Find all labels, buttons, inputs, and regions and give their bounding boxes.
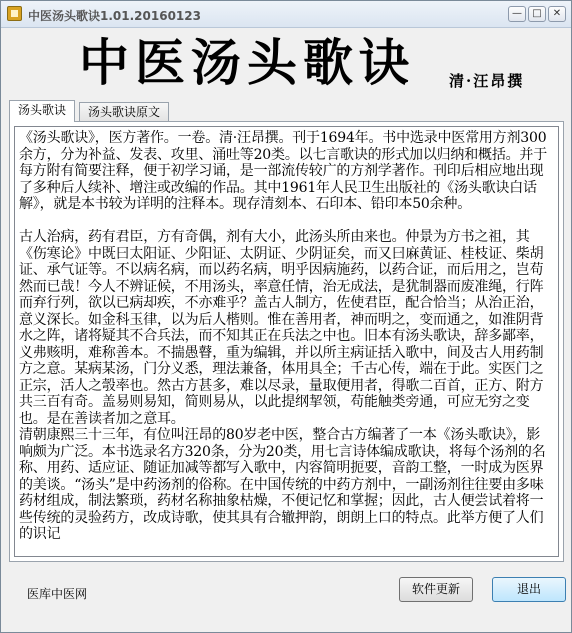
close-icon: ✕ <box>552 8 562 19</box>
content-text: 《汤头歌诀》，医方著作。一卷。清·汪昂撰。刊于1694年。书中选录中医常用方剂300余方，分为补益、发表、攻里、涌吐等20类。以七言歌诀的形式加以归纳和概括。并于每方附有简要注释，便于初学习诵，是一部流传较广的方剂学著作。刊印后相应地出现了多种后人续补、增注或改编的作品。其中1961年人民卫生出版社的《汤头歌诀白话解》，就是本书较为详明的注释本。现存清刻本、石印本、铅印本50余种。 古人治病，药有君臣，方有奇偶，剂有大小，此汤头所由来也。仲景为方书之祖，其《伤寒论》中既曰太阳证、少阳证、太阴证、少阴证矣，而又曰麻黄证、桂枝证、柴胡证、承气证等。不以病名病，而以药名病，明乎因病施药，以药合证，而后用之，岂苟然而已哉！今人不辨证候，不用汤头，率意任情，治无成法，是犹制器而废准绳，行阵而弃行列，欲以已病却疾，不亦难乎？盖古人制方，佐使君臣，配合恰当；从治正治，意义深长。如金科玉律，以为后人楷则。惟在善用者，神而明之，变而通之，如淮阴背水之阵，诸将疑其不合兵法，而不知其正在兵法之中也。旧本有汤头歌诀，辞多鄙率，义弗赅明，难称善本。不揣愚瞽，重为编辑，并以所主病证括入歌中，间及古人用药制方之意。某病某汤，门分义悉，理法兼备，体用具全；千古心传，端在于此。实医门之正宗，活人之彀率也。然古方甚多，难以尽录，量取便用者，得歌二百首，正方、附方共三百有奇。盖易则易知，简则易从，以此提纲挈领，苟能触类旁通，可应无穷之变也。是在善读者加之意耳。 清朝康熙三十三年，有位叫汪昂的80岁老中医，整合古方编著了一本《汤头歌诀》，影响颇为广泛。本书选录名方320条，分为20类，用七言诗体编成歌诀，将每个汤剂的名称、用药、适应证、随证加减等都写入歌中，内容简明扼要，音韵工整，一时成为医界的美谈。“汤头”是中药汤剂的俗称。在中国传统的中药方剂中，一副汤剂往往要由多味药材组成，制法繁琐，药材名称抽象枯燥，不便记忆和掌握；因此，古人便尝试着将一些传统的灵验药方，改成诗歌，使其具有合辙押韵，朗朗上口的特点。此举方便了人们的识记 <box>19 130 548 542</box>
website-link[interactable]: 医库中医网 <box>27 587 88 601</box>
tab-panel <box>9 121 564 562</box>
content-textbox[interactable] <box>14 126 559 557</box>
banner-title: 中医汤头歌诀 <box>79 33 415 92</box>
tab-tangtou-gejue[interactable]: 汤头歌诀 <box>9 100 75 122</box>
exit-button[interactable]: 退出 <box>492 577 566 602</box>
title-bar[interactable] <box>1 1 571 28</box>
update-button[interactable]: 软件更新 <box>399 577 473 602</box>
minimize-icon: — <box>512 8 522 19</box>
close-button[interactable] <box>548 6 566 22</box>
tab-bar <box>9 100 564 121</box>
tab-tangtou-gejue-original[interactable]: 汤头歌诀原文 <box>79 102 169 121</box>
window-title: 中医汤头歌诀1.01.20160123 <box>28 9 201 23</box>
app-icon <box>7 6 22 21</box>
banner <box>1 28 571 98</box>
banner-author: 清·汪昂撰 <box>449 72 525 90</box>
minimize-button[interactable] <box>508 6 526 22</box>
maximize-button[interactable] <box>528 6 546 22</box>
maximize-icon: □ <box>532 8 542 19</box>
